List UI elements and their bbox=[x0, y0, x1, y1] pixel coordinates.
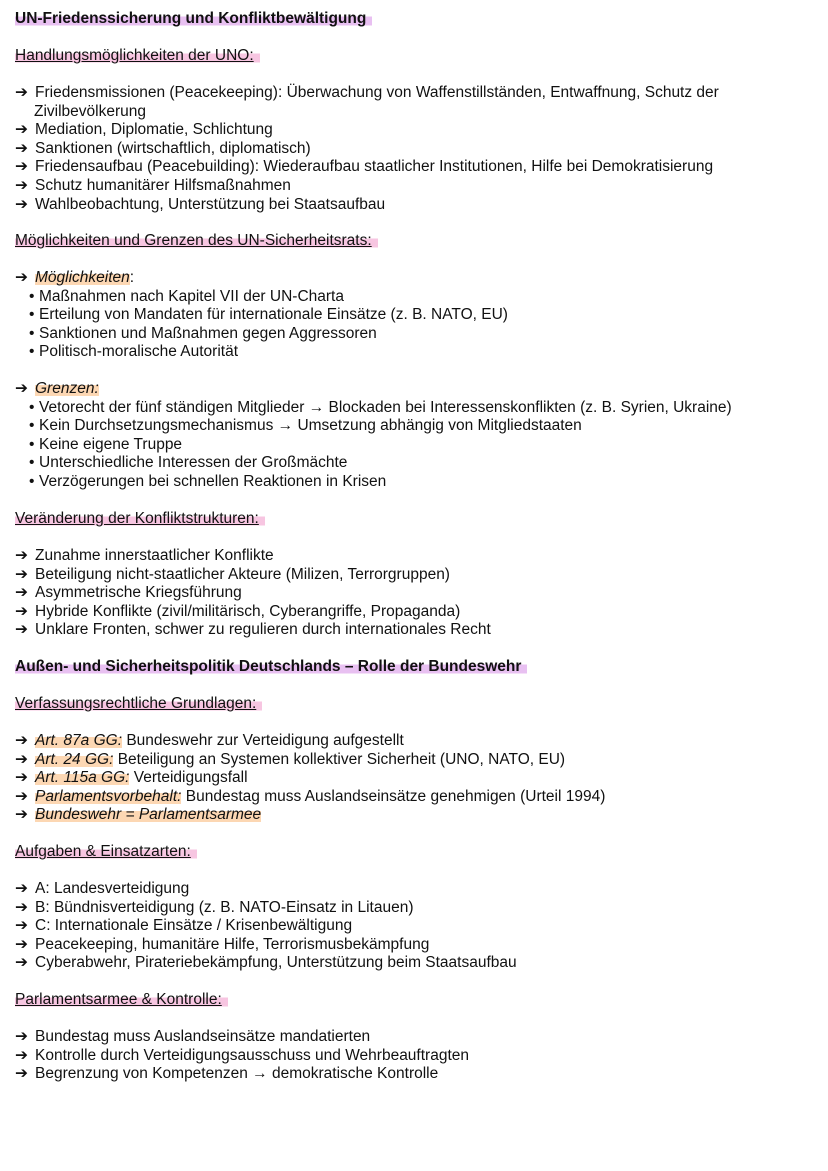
arrow-icon: ➔ bbox=[15, 547, 28, 564]
heading-verfassung bbox=[15, 695, 818, 714]
list-item: ➔ Peacekeeping, humanitäre Hilfe, Terrorismusbekämpfung bbox=[15, 935, 430, 953]
arrow-icon: ➔ bbox=[15, 806, 28, 824]
arrow-icon: ➔ bbox=[15, 1028, 28, 1045]
heading-text: Veränderung der Konfliktstrukturen: bbox=[15, 510, 265, 527]
list-moeglichkeiten bbox=[15, 269, 818, 362]
heading-sicherheitsrat bbox=[15, 232, 818, 251]
list-aufgaben bbox=[15, 880, 818, 973]
list-item: ➔ C: Internationale Einsätze / Krisenbewältigung bbox=[15, 917, 353, 935]
heading-konfliktstrukturen bbox=[15, 510, 818, 529]
list-item: ➔ Art. 115a GG: Verteidigungsfall bbox=[15, 769, 248, 787]
title-text: UN-Friedenssicherung und Konfliktbewältigung bbox=[15, 10, 372, 27]
arrow-icon: ➔ bbox=[15, 935, 28, 953]
section-title-un bbox=[15, 10, 818, 29]
bullet-item: • Unterschiedliche Interessen der Großmächte bbox=[15, 454, 818, 473]
heading-text: Handlungsmöglichkeiten der UNO: bbox=[15, 47, 260, 64]
arrow-icon: ➔ bbox=[15, 602, 28, 620]
heading-text: Verfassungsrechtliche Grundlagen: bbox=[15, 695, 262, 712]
arrow-icon: ➔ bbox=[15, 176, 28, 194]
list-item: ➔ Bundestag muss Auslandseinsätze mandatierten bbox=[15, 1028, 371, 1045]
bullet-item: • Politisch-moralische Autorität bbox=[15, 343, 818, 362]
list-item: ➔ Schutz humanitärer Hilfsmaßnahmen bbox=[15, 176, 291, 194]
heading-text: Aufgaben & Einsatzarten: bbox=[15, 843, 197, 860]
arrow-icon: ➔ bbox=[15, 158, 28, 176]
list-item: ➔ Art. 24 GG: Beteiligung an Systemen kollektiver Sicherheit (UNO, NATO, EU) bbox=[15, 750, 566, 768]
list-grenzen bbox=[15, 380, 818, 492]
list-item: ➔ Mediation, Diplomatie, Schlichtung bbox=[15, 121, 273, 139]
list-verfassung bbox=[15, 732, 818, 825]
list-item: ➔ Parlamentsvorbehalt: Bundestag muss Auslandseinsätze genehmigen (Urteil 1994) bbox=[15, 787, 606, 805]
bullet-item: • Verzögerungen bei schnellen Reaktionen in Krisen bbox=[15, 473, 818, 492]
heading-aufgaben bbox=[15, 843, 818, 862]
arrow-icon: ➔ bbox=[15, 750, 28, 768]
arrow-icon: ➔ bbox=[15, 565, 28, 583]
sublist-heading: ➔ Grenzen: bbox=[15, 380, 99, 397]
list-item-continuation: Zivilbevölkerung bbox=[34, 102, 146, 120]
arrow-icon: ➔ bbox=[15, 1065, 28, 1083]
list-parlamentsarmee bbox=[15, 1028, 818, 1084]
arrow-icon: ➔ bbox=[15, 121, 28, 139]
arrow-icon: ➔ bbox=[15, 917, 28, 935]
list-item: ➔ B: Bündnisverteidigung (z. B. NATO-Einsatz in Litauen) bbox=[15, 898, 414, 916]
arrow-icon: ➔ bbox=[15, 380, 28, 397]
arrow-icon: ➔ bbox=[15, 732, 28, 749]
list-item: ➔ Art. 87a GG: Bundeswehr zur Verteidigung aufgestellt bbox=[15, 732, 404, 749]
arrow-icon: ➔ bbox=[15, 269, 28, 286]
arrow-icon: ➔ bbox=[15, 898, 28, 916]
arrow-icon: ➔ bbox=[15, 954, 28, 972]
list-item: ➔ Cyberabwehr, Pirateriebekämpfung, Unterstützung beim Staatsaufbau bbox=[15, 954, 517, 972]
heading-parlamentsarmee bbox=[15, 991, 818, 1010]
sublist-heading: ➔ Möglichkeiten: bbox=[15, 269, 135, 286]
heading-text: Möglichkeiten und Grenzen des UN-Sicherheitsrats: bbox=[15, 232, 378, 249]
bullet-item: • Kein Durchsetzungsmechanismus → Umsetzung abhängig von Mitgliedstaaten bbox=[15, 417, 818, 436]
title-text: Außen- und Sicherheitspolitik Deutschlands – Rolle der Bundeswehr bbox=[15, 658, 527, 675]
list-item: ➔ Zunahme innerstaatlicher Konflikte bbox=[15, 547, 274, 564]
arrow-icon: ➔ bbox=[15, 84, 28, 101]
list-item: ➔ Unklare Fronten, schwer zu regulieren durch internationales Recht bbox=[15, 621, 491, 639]
arrow-icon: ➔ bbox=[15, 787, 28, 805]
bullet-item: • Keine eigene Truppe bbox=[15, 436, 818, 455]
arrow-icon: ➔ bbox=[15, 195, 28, 213]
list-konfliktstrukturen bbox=[15, 547, 818, 640]
bullet-item: • Vetorecht der fünf ständigen Mitglieder → Blockaden bei Interessenskonflikten (z. B. Syrien, Ukraine) bbox=[15, 399, 818, 418]
bullet-item: • Sanktionen und Maßnahmen gegen Aggressoren bbox=[15, 325, 818, 344]
arrow-icon: ➔ bbox=[15, 621, 28, 639]
arrow-icon: ➔ bbox=[15, 139, 28, 157]
section-title-bundeswehr bbox=[15, 658, 818, 677]
list-item: ➔ Wahlbeobachtung, Unterstützung bei Staatsaufbau bbox=[15, 195, 386, 213]
bullet-item: • Erteilung von Mandaten für internationale Einsätze (z. B. NATO, EU) bbox=[15, 306, 818, 325]
heading-handlungsmoeglichkeiten bbox=[15, 47, 818, 66]
list-item: ➔ Kontrolle durch Verteidigungsausschuss und Wehrbeauftragten bbox=[15, 1046, 469, 1064]
list-item: ➔ Friedensmissionen (Peacekeeping): Überwachung von Waffenstillständen, Entwaffnung, Schutz der bbox=[15, 84, 719, 101]
heading-text: Parlamentsarmee & Kontrolle: bbox=[15, 991, 228, 1008]
list-item: ➔ Beteiligung nicht-staatlicher Akteure (Milizen, Terrorgruppen) bbox=[15, 565, 450, 583]
arrow-icon: ➔ bbox=[15, 1046, 28, 1064]
bullet-item: • Maßnahmen nach Kapitel VII der UN-Charta bbox=[15, 288, 818, 307]
list-item: ➔ Bundeswehr = Parlamentsarmee bbox=[15, 806, 262, 824]
list-item: ➔ Sanktionen (wirtschaftlich, diplomatisch) bbox=[15, 139, 311, 157]
arrow-icon: ➔ bbox=[15, 769, 28, 787]
list-item: ➔ Friedensaufbau (Peacebuilding): Wiederaufbau staatlicher Institutionen, Hilfe bei Demokratisierung bbox=[15, 158, 714, 176]
arrow-icon: ➔ bbox=[15, 584, 28, 602]
list-handlungsmoeglichkeiten bbox=[15, 84, 818, 214]
list-item: ➔ Asymmetrische Kriegsführung bbox=[15, 584, 242, 602]
list-item: ➔ Hybride Konflikte (zivil/militärisch, Cyberangriffe, Propaganda) bbox=[15, 602, 461, 620]
list-item: ➔ Begrenzung von Kompetenzen → demokratische Kontrolle bbox=[15, 1065, 439, 1083]
arrow-icon: ➔ bbox=[15, 880, 28, 897]
list-item: ➔ A: Landesverteidigung bbox=[15, 880, 190, 897]
